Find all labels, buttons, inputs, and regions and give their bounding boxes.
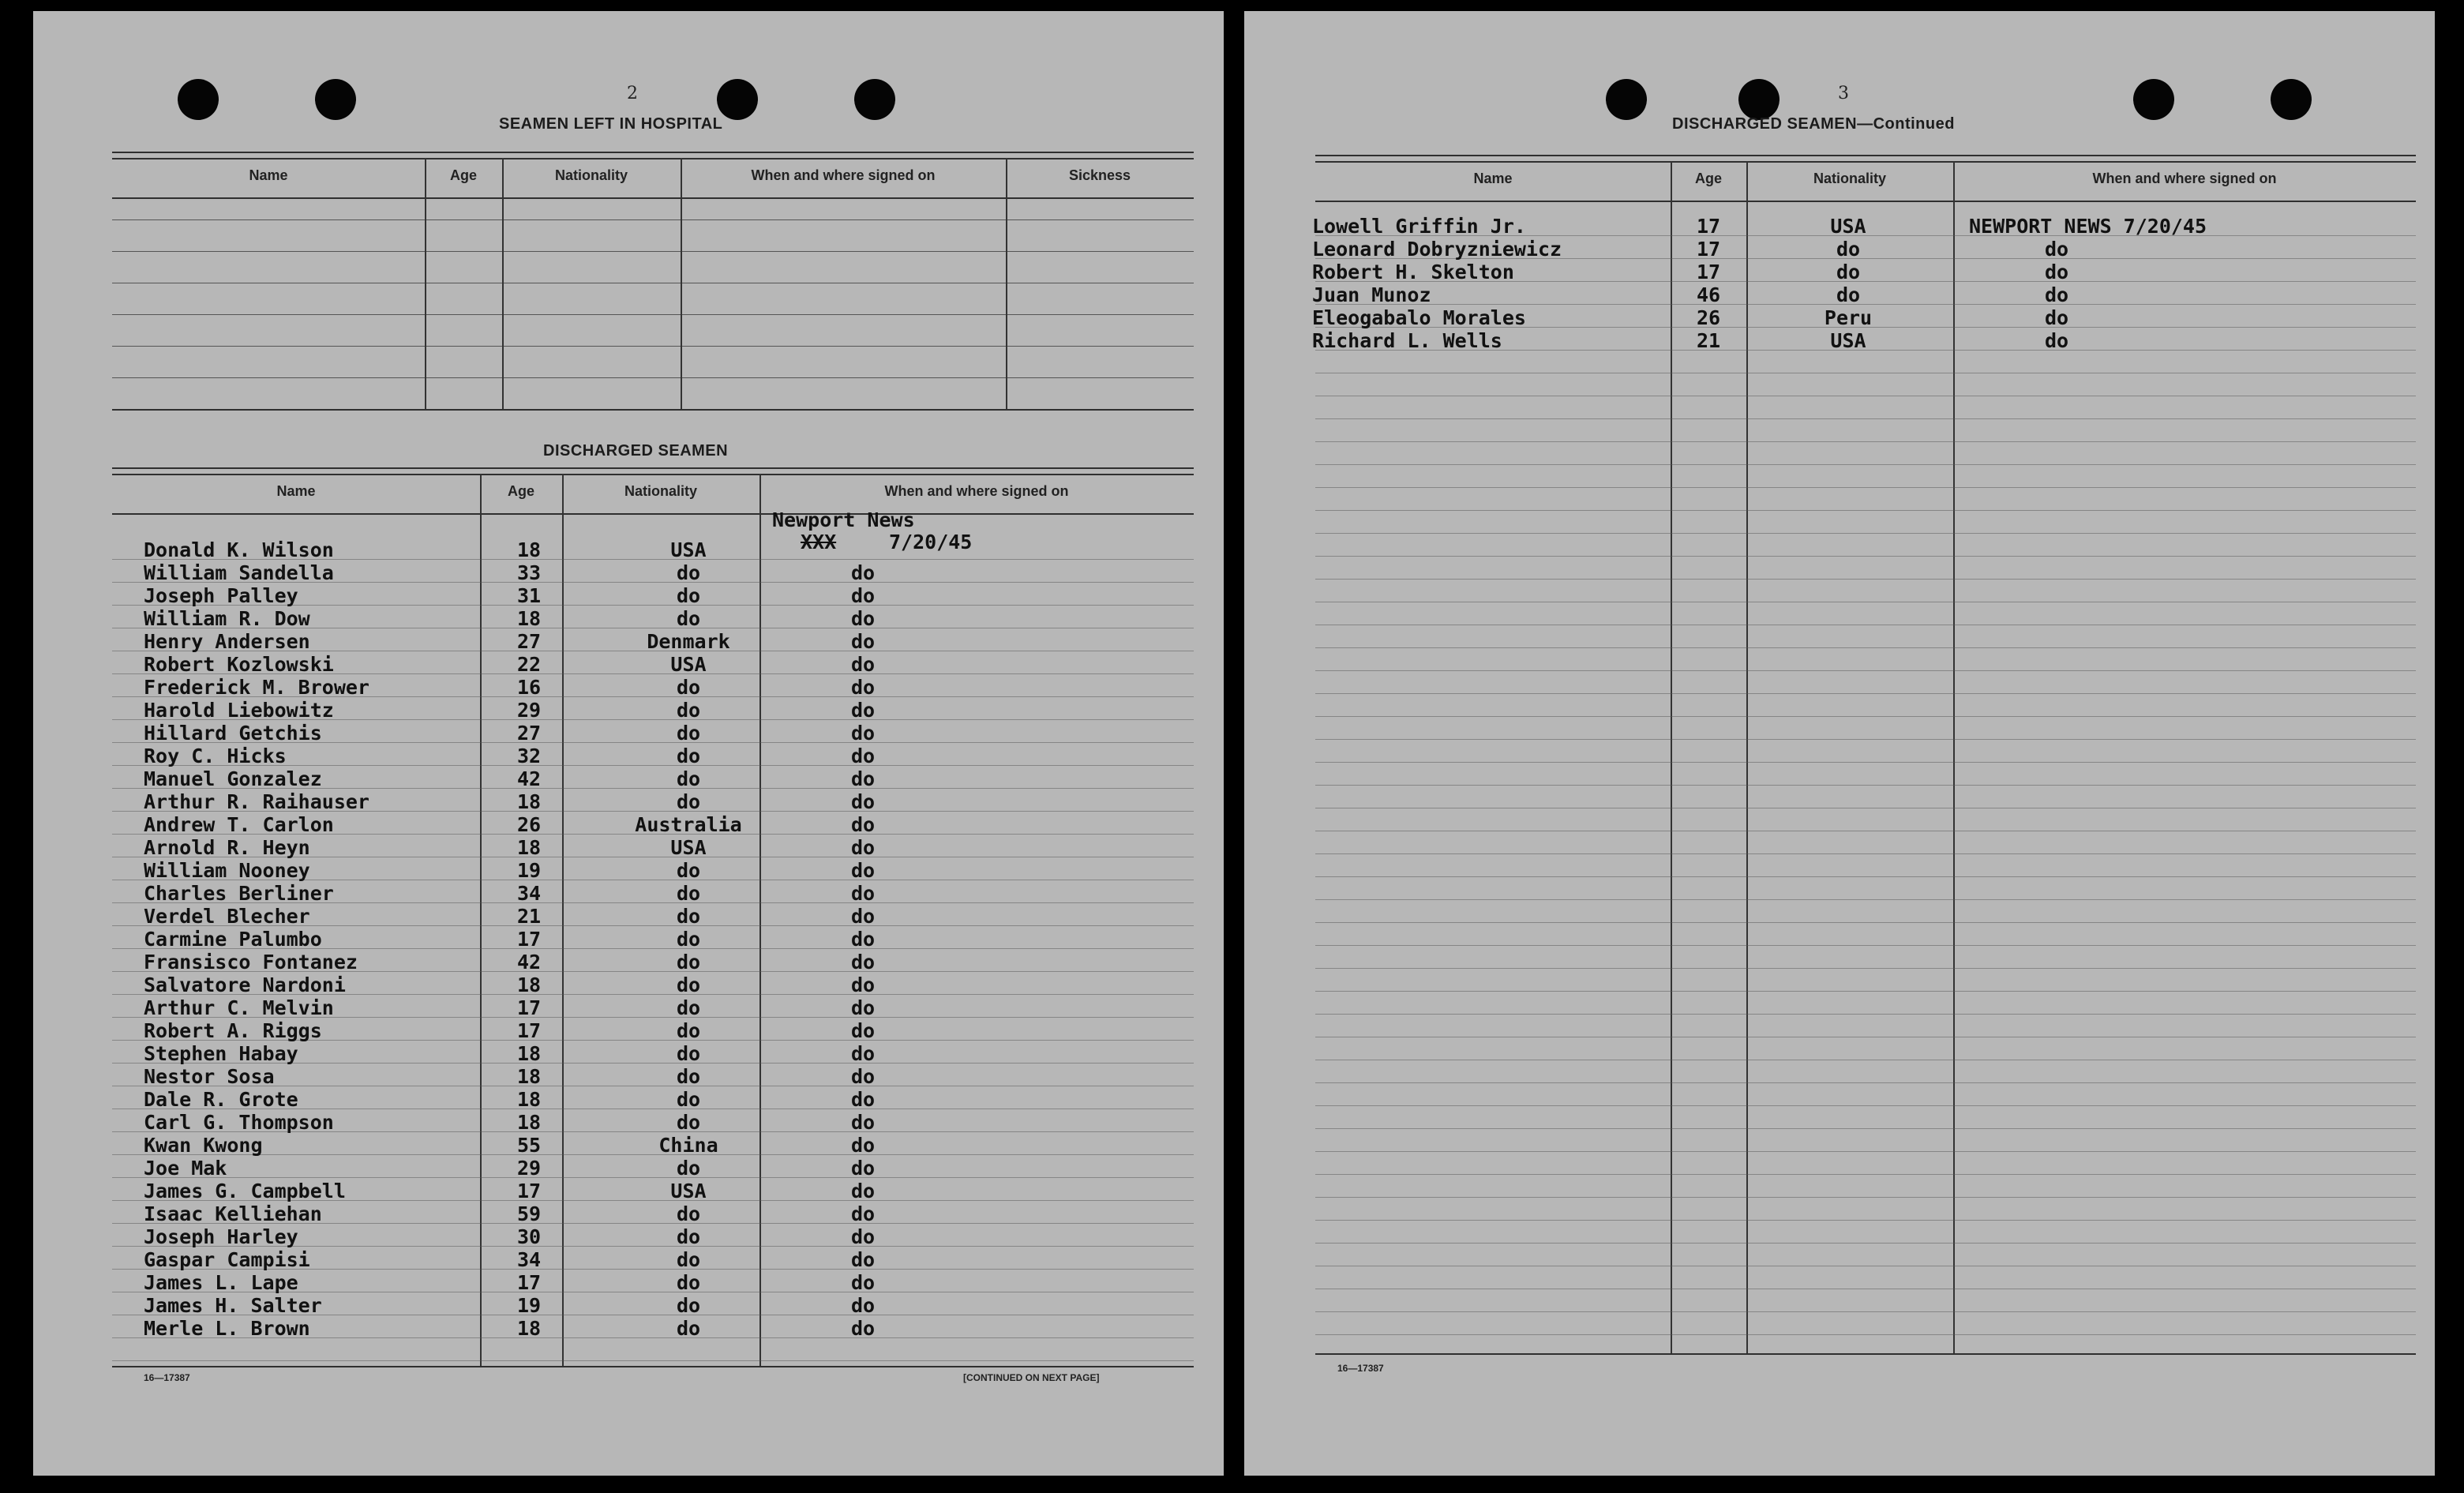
row-rule bbox=[1315, 716, 2416, 717]
column-header-age: Age bbox=[449, 167, 477, 183]
row-rule bbox=[1315, 647, 2416, 648]
seaman-age: 18 bbox=[516, 973, 542, 996]
seaman-nationality: do bbox=[676, 1225, 701, 1248]
seaman-nationality: do bbox=[676, 951, 701, 973]
seaman-age: 34 bbox=[516, 1248, 542, 1271]
punch-hole bbox=[854, 79, 895, 120]
seaman-name: Arthur C. Melvin bbox=[144, 996, 334, 1019]
seaman-name: Juan Munoz bbox=[1312, 283, 1431, 306]
seaman-age: 32 bbox=[516, 745, 542, 767]
seaman-age: 27 bbox=[516, 630, 542, 653]
seaman-age: 17 bbox=[516, 1019, 542, 1042]
signed-on: do bbox=[851, 951, 876, 973]
seaman-age: 16 bbox=[516, 676, 542, 699]
seaman-nationality: USA bbox=[670, 538, 707, 561]
seaman-name: Arnold R. Heyn bbox=[144, 836, 310, 859]
seaman-nationality: do bbox=[676, 561, 701, 584]
seaman-age: 18 bbox=[516, 1317, 542, 1340]
seaman-nationality: do bbox=[676, 676, 701, 699]
signed-on: do bbox=[851, 1248, 876, 1271]
form-number: 16—17387 bbox=[1337, 1363, 1384, 1374]
signed-on: do bbox=[851, 1271, 876, 1294]
seaman-name: Stephen Habay bbox=[144, 1042, 298, 1065]
row-rule bbox=[1315, 1174, 2416, 1175]
seaman-name: Roy C. Hicks bbox=[144, 745, 287, 767]
row-rule bbox=[1315, 1243, 2416, 1244]
signed-on: do bbox=[851, 722, 876, 745]
seaman-nationality: Denmark bbox=[647, 630, 730, 653]
seaman-nationality: USA bbox=[670, 1180, 707, 1202]
seaman-name: Harold Liebowitz bbox=[144, 699, 334, 722]
seaman-name: Joseph Palley bbox=[144, 584, 298, 607]
signed-on: do bbox=[851, 859, 876, 882]
signed-on: do bbox=[851, 1317, 876, 1340]
punch-hole bbox=[2271, 79, 2312, 120]
seaman-age: 17 bbox=[516, 996, 542, 1019]
row-rule bbox=[1315, 1151, 2416, 1152]
row-rule bbox=[1315, 991, 2416, 992]
signed-on: do bbox=[851, 1294, 876, 1317]
seaman-name: Robert A. Riggs bbox=[144, 1019, 322, 1042]
seaman-age: 27 bbox=[516, 722, 542, 745]
seaman-age: 18 bbox=[516, 1065, 542, 1088]
row-rule bbox=[1315, 785, 2416, 786]
seaman-name: Charles Berliner bbox=[144, 882, 334, 905]
punch-hole bbox=[178, 79, 219, 120]
row-rule bbox=[1315, 1197, 2416, 1198]
signed-on: do bbox=[851, 676, 876, 699]
seaman-age: 59 bbox=[516, 1202, 542, 1225]
seaman-nationality: Australia bbox=[635, 813, 742, 836]
seaman-nationality: do bbox=[676, 584, 701, 607]
seaman-nationality: Peru bbox=[1824, 306, 1873, 329]
row-rule bbox=[1315, 441, 2416, 442]
seaman-age: 17 bbox=[516, 928, 542, 951]
seaman-name: Eleogabalo Morales bbox=[1312, 306, 1526, 329]
seaman-nationality: do bbox=[676, 699, 701, 722]
signed-on: NEWPORT NEWS 7/20/45 bbox=[1969, 215, 2207, 238]
left-page bbox=[33, 11, 1224, 1476]
row-rule bbox=[1315, 1082, 2416, 1083]
column-header-age: Age bbox=[507, 483, 534, 499]
punch-hole bbox=[1738, 79, 1780, 120]
seaman-name: Carmine Palumbo bbox=[144, 928, 322, 951]
seaman-name: Fransisco Fontanez bbox=[144, 951, 358, 973]
seaman-nationality: do bbox=[676, 1294, 701, 1317]
column-header-name: Name bbox=[276, 483, 316, 499]
column-header-nationality: Nationality bbox=[554, 167, 628, 183]
seaman-age: 18 bbox=[516, 790, 542, 813]
seaman-age: 46 bbox=[1696, 283, 1721, 306]
seaman-age: 18 bbox=[516, 1042, 542, 1065]
seaman-name: Merle L. Brown bbox=[144, 1317, 310, 1340]
seaman-age: 17 bbox=[1696, 261, 1721, 283]
seaman-age: 17 bbox=[516, 1180, 542, 1202]
continued-note: [CONTINUED ON NEXT PAGE] bbox=[963, 1372, 1100, 1383]
seaman-nationality: do bbox=[676, 973, 701, 996]
column-header-nationality: Nationality bbox=[1813, 171, 1886, 186]
seaman-nationality: do bbox=[676, 1088, 701, 1111]
row-rule bbox=[1315, 510, 2416, 511]
form-number: 16—17387 bbox=[144, 1372, 190, 1383]
seaman-nationality: China bbox=[658, 1134, 718, 1157]
signed-on: do bbox=[2045, 261, 2069, 283]
seaman-nationality: USA bbox=[670, 836, 707, 859]
seaman-nationality: do bbox=[676, 745, 701, 767]
seaman-nationality: do bbox=[676, 905, 701, 928]
seaman-name: Salvatore Nardoni bbox=[144, 973, 346, 996]
seaman-age: 29 bbox=[516, 699, 542, 722]
seaman-age: 34 bbox=[516, 882, 542, 905]
seaman-age: 22 bbox=[516, 653, 542, 676]
seaman-age: 55 bbox=[516, 1134, 542, 1157]
seaman-name: Nestor Sosa bbox=[144, 1065, 275, 1088]
column-header-signed: When and where signed on bbox=[884, 483, 1069, 499]
seaman-age: 31 bbox=[516, 584, 542, 607]
seaman-age: 21 bbox=[1696, 329, 1721, 352]
signed-on: do bbox=[851, 1180, 876, 1202]
signed-on: do bbox=[851, 1019, 876, 1042]
signed-on: do bbox=[2045, 329, 2069, 352]
seaman-name: Robert Kozlowski bbox=[144, 653, 334, 676]
section-title: DISCHARGED SEAMEN—Continued bbox=[1672, 115, 1955, 133]
seaman-age: 29 bbox=[516, 1157, 542, 1180]
signed-on: do bbox=[2045, 238, 2069, 261]
row-rule bbox=[1315, 922, 2416, 923]
column-header-sickness: Sickness bbox=[1068, 167, 1131, 183]
signed-on: do bbox=[851, 813, 876, 836]
punch-hole bbox=[315, 79, 356, 120]
row-rule bbox=[1315, 1334, 2416, 1335]
first-signed-struck: XXX bbox=[801, 531, 837, 553]
seaman-age: 17 bbox=[1696, 215, 1721, 238]
signed-on: do bbox=[851, 584, 876, 607]
seaman-nationality: do bbox=[676, 607, 701, 630]
seaman-nationality: USA bbox=[1830, 215, 1866, 238]
row-rule bbox=[1315, 968, 2416, 969]
signed-on: do bbox=[851, 1065, 876, 1088]
signed-on: do bbox=[851, 607, 876, 630]
seaman-nationality: do bbox=[676, 1157, 701, 1180]
discharged-section-title: DISCHARGED SEAMEN bbox=[543, 442, 729, 460]
row-rule bbox=[1315, 899, 2416, 900]
seaman-nationality: do bbox=[676, 996, 701, 1019]
row-rule bbox=[112, 1360, 1194, 1361]
punch-hole bbox=[2133, 79, 2174, 120]
first-signed-place: Newport News bbox=[772, 508, 915, 531]
seaman-name: James L. Lape bbox=[144, 1271, 298, 1294]
column-header-name: Name bbox=[249, 167, 288, 183]
signed-on: do bbox=[851, 1042, 876, 1065]
row-rule bbox=[1315, 1311, 2416, 1312]
row-rule bbox=[1315, 487, 2416, 488]
seaman-nationality: do bbox=[676, 1111, 701, 1134]
seaman-name: Kwan Kwong bbox=[144, 1134, 263, 1157]
signed-on: do bbox=[851, 882, 876, 905]
signed-on: do bbox=[851, 996, 876, 1019]
signed-on: do bbox=[851, 699, 876, 722]
signed-on: do bbox=[2045, 283, 2069, 306]
seaman-name: Verdel Blecher bbox=[144, 905, 310, 928]
right-page bbox=[1244, 11, 2435, 1476]
seaman-nationality: do bbox=[676, 1065, 701, 1088]
seaman-nationality: do bbox=[676, 790, 701, 813]
seaman-nationality: do bbox=[676, 767, 701, 790]
seaman-name: Leonard Dobryzniewicz bbox=[1312, 238, 1562, 261]
seaman-name: James H. Salter bbox=[144, 1294, 322, 1317]
row-rule bbox=[1315, 1220, 2416, 1221]
row-rule bbox=[1315, 533, 2416, 534]
seaman-name: Carl G. Thompson bbox=[144, 1111, 334, 1134]
signed-on: do bbox=[851, 836, 876, 859]
seaman-name: Frederick M. Brower bbox=[144, 676, 369, 699]
seaman-age: 17 bbox=[516, 1271, 542, 1294]
seaman-age: 17 bbox=[1696, 238, 1721, 261]
column-header-name: Name bbox=[1473, 171, 1513, 186]
signed-on: do bbox=[851, 928, 876, 951]
row-rule bbox=[1315, 418, 2416, 419]
seaman-nationality: do bbox=[1836, 261, 1861, 283]
seaman-nationality: do bbox=[676, 1271, 701, 1294]
seaman-age: 21 bbox=[516, 905, 542, 928]
seaman-name: Arthur R. Raihauser bbox=[144, 790, 369, 813]
column-header-signed: When and where signed on bbox=[2092, 171, 2277, 186]
seaman-nationality: do bbox=[676, 1042, 701, 1065]
column-header-nationality: Nationality bbox=[624, 483, 697, 499]
seaman-name: Manuel Gonzalez bbox=[144, 767, 322, 790]
column-header-signed: When and where signed on bbox=[751, 167, 936, 183]
punch-hole bbox=[1606, 79, 1647, 120]
seaman-name: Joe Mak bbox=[144, 1157, 227, 1180]
seaman-age: 18 bbox=[516, 1111, 542, 1134]
row-rule bbox=[1315, 1128, 2416, 1129]
row-rule bbox=[1315, 1014, 2416, 1015]
page-number: 2 bbox=[627, 84, 638, 103]
seaman-age: 18 bbox=[516, 538, 542, 561]
row-rule bbox=[1315, 945, 2416, 946]
signed-on: do bbox=[851, 767, 876, 790]
signed-on: do bbox=[851, 973, 876, 996]
seaman-nationality: do bbox=[676, 1317, 701, 1340]
seaman-nationality: do bbox=[676, 928, 701, 951]
seaman-nationality: do bbox=[1836, 283, 1861, 306]
row-rule bbox=[1315, 762, 2416, 763]
seaman-name: Gaspar Campisi bbox=[144, 1248, 310, 1271]
seaman-age: 42 bbox=[516, 951, 542, 973]
seaman-name: Donald K. Wilson bbox=[144, 538, 334, 561]
seaman-name: William R. Dow bbox=[144, 607, 310, 630]
signed-on: do bbox=[851, 1157, 876, 1180]
seaman-age: 18 bbox=[516, 607, 542, 630]
signed-on: do bbox=[2045, 306, 2069, 329]
seaman-name: William Nooney bbox=[144, 859, 310, 882]
seaman-age: 18 bbox=[516, 836, 542, 859]
seaman-name: Hillard Getchis bbox=[144, 722, 322, 745]
seaman-age: 19 bbox=[516, 859, 542, 882]
signed-on: do bbox=[851, 1225, 876, 1248]
seaman-nationality: do bbox=[1836, 238, 1861, 261]
first-signed-date: 7/20/45 bbox=[889, 531, 973, 553]
seaman-age: 42 bbox=[516, 767, 542, 790]
seaman-name: Dale R. Grote bbox=[144, 1088, 298, 1111]
signed-on: do bbox=[851, 1088, 876, 1111]
seaman-age: 19 bbox=[516, 1294, 542, 1317]
seaman-nationality: USA bbox=[1830, 329, 1866, 352]
seaman-nationality: do bbox=[676, 722, 701, 745]
signed-on: do bbox=[851, 790, 876, 813]
row-rule bbox=[1315, 853, 2416, 854]
seaman-age: 33 bbox=[516, 561, 542, 584]
signed-on: do bbox=[851, 905, 876, 928]
seaman-age: 18 bbox=[516, 1088, 542, 1111]
signed-on: do bbox=[851, 745, 876, 767]
seaman-nationality: do bbox=[676, 859, 701, 882]
row-rule bbox=[1315, 670, 2416, 671]
seaman-name: Andrew T. Carlon bbox=[144, 813, 334, 836]
seaman-age: 30 bbox=[516, 1225, 542, 1248]
seaman-age: 26 bbox=[516, 813, 542, 836]
hospital-section-title: SEAMEN LEFT IN HOSPITAL bbox=[499, 115, 723, 133]
seaman-name: Richard L. Wells bbox=[1312, 329, 1502, 352]
seaman-name: James G. Campbell bbox=[144, 1180, 346, 1202]
seaman-name: Robert H. Skelton bbox=[1312, 261, 1514, 283]
signed-on: do bbox=[851, 1134, 876, 1157]
row-rule bbox=[1315, 464, 2416, 465]
row-rule bbox=[1315, 693, 2416, 694]
row-rule bbox=[1315, 1105, 2416, 1106]
row-rule bbox=[1315, 876, 2416, 877]
seaman-name: William Sandella bbox=[144, 561, 334, 584]
seaman-name: Henry Andersen bbox=[144, 630, 310, 653]
punch-hole bbox=[717, 79, 758, 120]
seaman-name: Isaac Kelliehan bbox=[144, 1202, 322, 1225]
page-number: 3 bbox=[1838, 84, 1849, 103]
seaman-nationality: USA bbox=[670, 653, 707, 676]
row-rule bbox=[1315, 739, 2416, 740]
signed-on: do bbox=[851, 1111, 876, 1134]
row-rule bbox=[1315, 556, 2416, 557]
column-header-age: Age bbox=[1694, 171, 1722, 186]
seaman-name: Joseph Harley bbox=[144, 1225, 298, 1248]
signed-on: do bbox=[851, 1202, 876, 1225]
seaman-age: 26 bbox=[1696, 306, 1721, 329]
signed-on: do bbox=[851, 630, 876, 653]
seaman-nationality: do bbox=[676, 882, 701, 905]
row-rule bbox=[1315, 579, 2416, 580]
seaman-nationality: do bbox=[676, 1019, 701, 1042]
seaman-nationality: do bbox=[676, 1248, 701, 1271]
signed-on: do bbox=[851, 653, 876, 676]
signed-on: do bbox=[851, 561, 876, 584]
seaman-name: Lowell Griffin Jr. bbox=[1312, 215, 1526, 238]
seaman-nationality: do bbox=[676, 1202, 701, 1225]
